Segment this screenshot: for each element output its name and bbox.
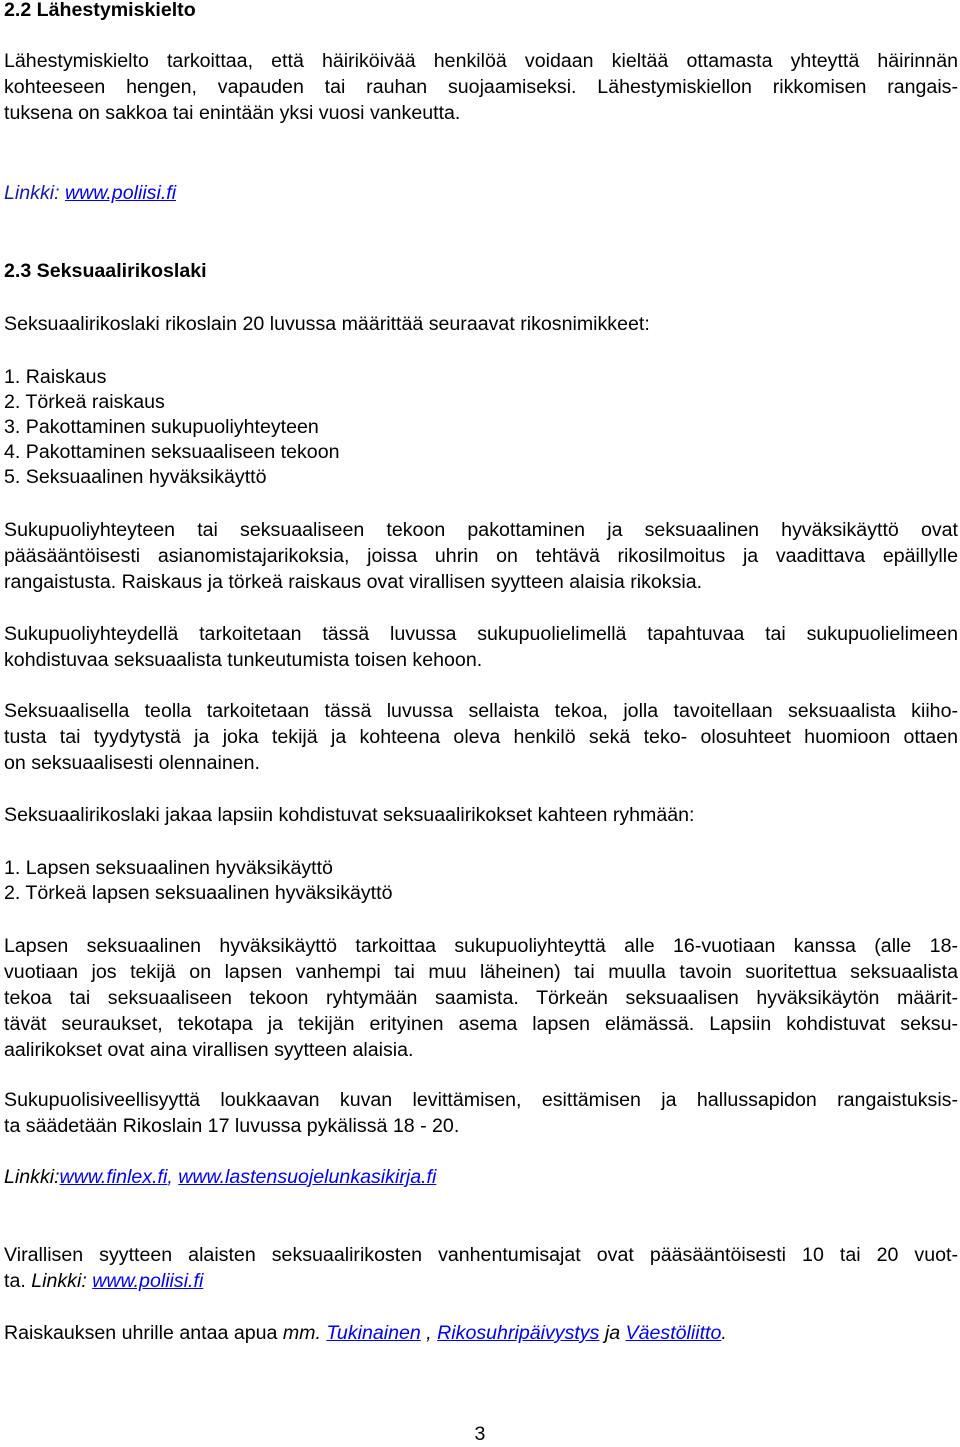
text-line: kohdistuvaa seksuaalista tunkeutumista toisen kehoon. xyxy=(4,649,483,671)
text-line: Virallisen syytteen alaisten seksuaalirikosten vanhentumisajat ovat pääsääntöisesti 10 tai 20 vuot- xyxy=(4,1244,958,1266)
rikosuhripaivystys-link[interactable]: Rikosuhripäivystys xyxy=(437,1322,600,1344)
list-item: 4. Pakottaminen seksuaaliseen tekoon xyxy=(4,441,340,463)
text-fragment: mm. xyxy=(282,1322,321,1344)
text-line: kohteeseen hengen, vapauden tai rauhan suojaamiseksi. Lähestymiskiellon rikkomisen rangais- xyxy=(4,76,958,98)
text-line: rangaistusta. Raiskaus ja törkeä raiskaus ovat virallisen syytteen alaisia rikoksia. xyxy=(4,571,703,593)
text-line: tuksena on sakkoa tai enintään yksi vuosi vankeutta. xyxy=(4,102,461,124)
text-line: on seksuaalisesti olennainen. xyxy=(4,752,260,774)
section-2-3-intro: Seksuaalirikoslaki rikoslain 20 luvussa määrittää seuraavat rikosnimikkeet: xyxy=(4,313,650,335)
text-line: pääsääntöisesti asianomistajarikoksia, joissa uhrin on tehtävä rikosilmoitus ja vaadittava epäillylle xyxy=(4,545,958,567)
text-fragment: Raiskauksen uhrille antaa apua xyxy=(4,1322,283,1344)
section-2-2-paragraph xyxy=(4,48,958,126)
text-line: ta säädetään Rikoslain 17 luvussa pykälissä 18 - 20. xyxy=(4,1115,460,1137)
text-line: Lähestymiskielto tarkoittaa, että häiriköivää henkilöä voidaan kieltää ottamasta yhteyttä häirinnän xyxy=(4,50,958,72)
paragraph-7 xyxy=(4,1242,958,1294)
paragraph-2 xyxy=(4,621,958,673)
text-fragment: ja xyxy=(599,1322,626,1344)
list-item: 2. Törkeä lapsen seksuaalinen hyväksikäyttö xyxy=(4,882,393,904)
paragraph-5 xyxy=(4,933,958,1063)
text-line: Seksuaalisella teolla tarkoitetaan tässä luvussa sellaista tekoa, jolla tavoitellaan seksuaalista kiiho- xyxy=(4,700,958,722)
text-line: aalirikokset ovat aina virallisen syytteen alaisia. xyxy=(4,1039,414,1061)
link-label: Linkki: xyxy=(31,1270,87,1292)
text-line: tusta tai tyydytystä ja joka tekijä ja kohteena oleva henkilö sekä teko- olosuhteet huomioon ottaen xyxy=(4,726,958,748)
section-heading-2-3: 2.3 Seksuaalirikoslaki xyxy=(4,260,207,282)
text-fragment: ta. xyxy=(4,1270,32,1292)
paragraph-6 xyxy=(4,1087,958,1139)
paragraph-3 xyxy=(4,698,958,776)
link-line-poliisi xyxy=(4,180,958,206)
text-fragment: . xyxy=(721,1322,727,1344)
tukinainen-link[interactable]: Tukinainen xyxy=(326,1322,421,1344)
paragraph-1 xyxy=(4,517,958,595)
help-line xyxy=(4,1320,958,1346)
link-line-finlex xyxy=(4,1164,958,1190)
child-offence-list xyxy=(4,856,958,906)
text-line: Sukupuolisiveellisyyttä loukkaavan kuvan levittämisen, esittämisen ja hallussapidon rangaistuksis- xyxy=(4,1089,958,1111)
text-line: tävät seuraukset, tekotapa ja tekijän erityinen asema lapsen elämässä. Lapsiin kohdistuvat seksu- xyxy=(4,1013,958,1035)
link-label: Linkki: xyxy=(4,182,60,204)
section-heading-2-2: 2.2 Lähestymiskielto xyxy=(4,0,196,21)
finlex-link[interactable]: www.finlex.fi xyxy=(59,1166,168,1188)
poliisi-link-2[interactable]: www.poliisi.fi xyxy=(92,1270,204,1292)
poliisi-link[interactable]: www.poliisi.fi xyxy=(65,182,177,204)
list-item: 5. Seksuaalinen hyväksikäyttö xyxy=(4,466,267,488)
offence-list xyxy=(4,365,958,490)
vaestoliitto-link[interactable]: Väestöliitto xyxy=(625,1322,722,1344)
text-line xyxy=(4,1268,958,1294)
text-fragment: , xyxy=(420,1322,438,1344)
text-line: Sukupuoliyhteyteen tai seksuaaliseen tekoon pakottaminen ja seksuaalinen hyväksikäyttö ovat xyxy=(4,519,958,541)
lastensuojelunkasikirja-link[interactable]: www.lastensuojelunkasikirja.fi xyxy=(178,1166,437,1188)
text-line: tekoa tai seksuaaliseen tekoon ryhtymään saamista. Törkeän seksuaalisen hyväksikäytön määrit- xyxy=(4,987,958,1009)
text-line: vuotiaan jos tekijä on lapsen vanhempi tai muu läheinen) tai muulla tavoin suoritettua seksuaalista xyxy=(4,961,958,983)
paragraph-4: Seksuaalirikoslaki jakaa lapsiin kohdistuvat seksuaalirikokset kahteen ryhmään: xyxy=(4,804,695,826)
link-label: Linkki: xyxy=(4,1166,60,1188)
list-item: 1. Lapsen seksuaalinen hyväksikäyttö xyxy=(4,857,333,879)
list-item: 2. Törkeä raiskaus xyxy=(4,391,165,413)
list-item: 3. Pakottaminen sukupuoliyhteyteen xyxy=(4,416,319,438)
list-item: 1. Raiskaus xyxy=(4,366,107,388)
text-line: Lapsen seksuaalinen hyväksikäyttö tarkoittaa sukupuoliyhteyttä alle 16-vuotiaan kanssa (alle 18- xyxy=(4,935,958,957)
link-separator: , xyxy=(167,1166,179,1188)
text-line: Sukupuoliyhteydellä tarkoitetaan tässä luvussa sukupuolielimellä tapahtuvaa tai sukupuolielimeen xyxy=(4,623,958,645)
page-number: 3 xyxy=(474,1423,486,1445)
